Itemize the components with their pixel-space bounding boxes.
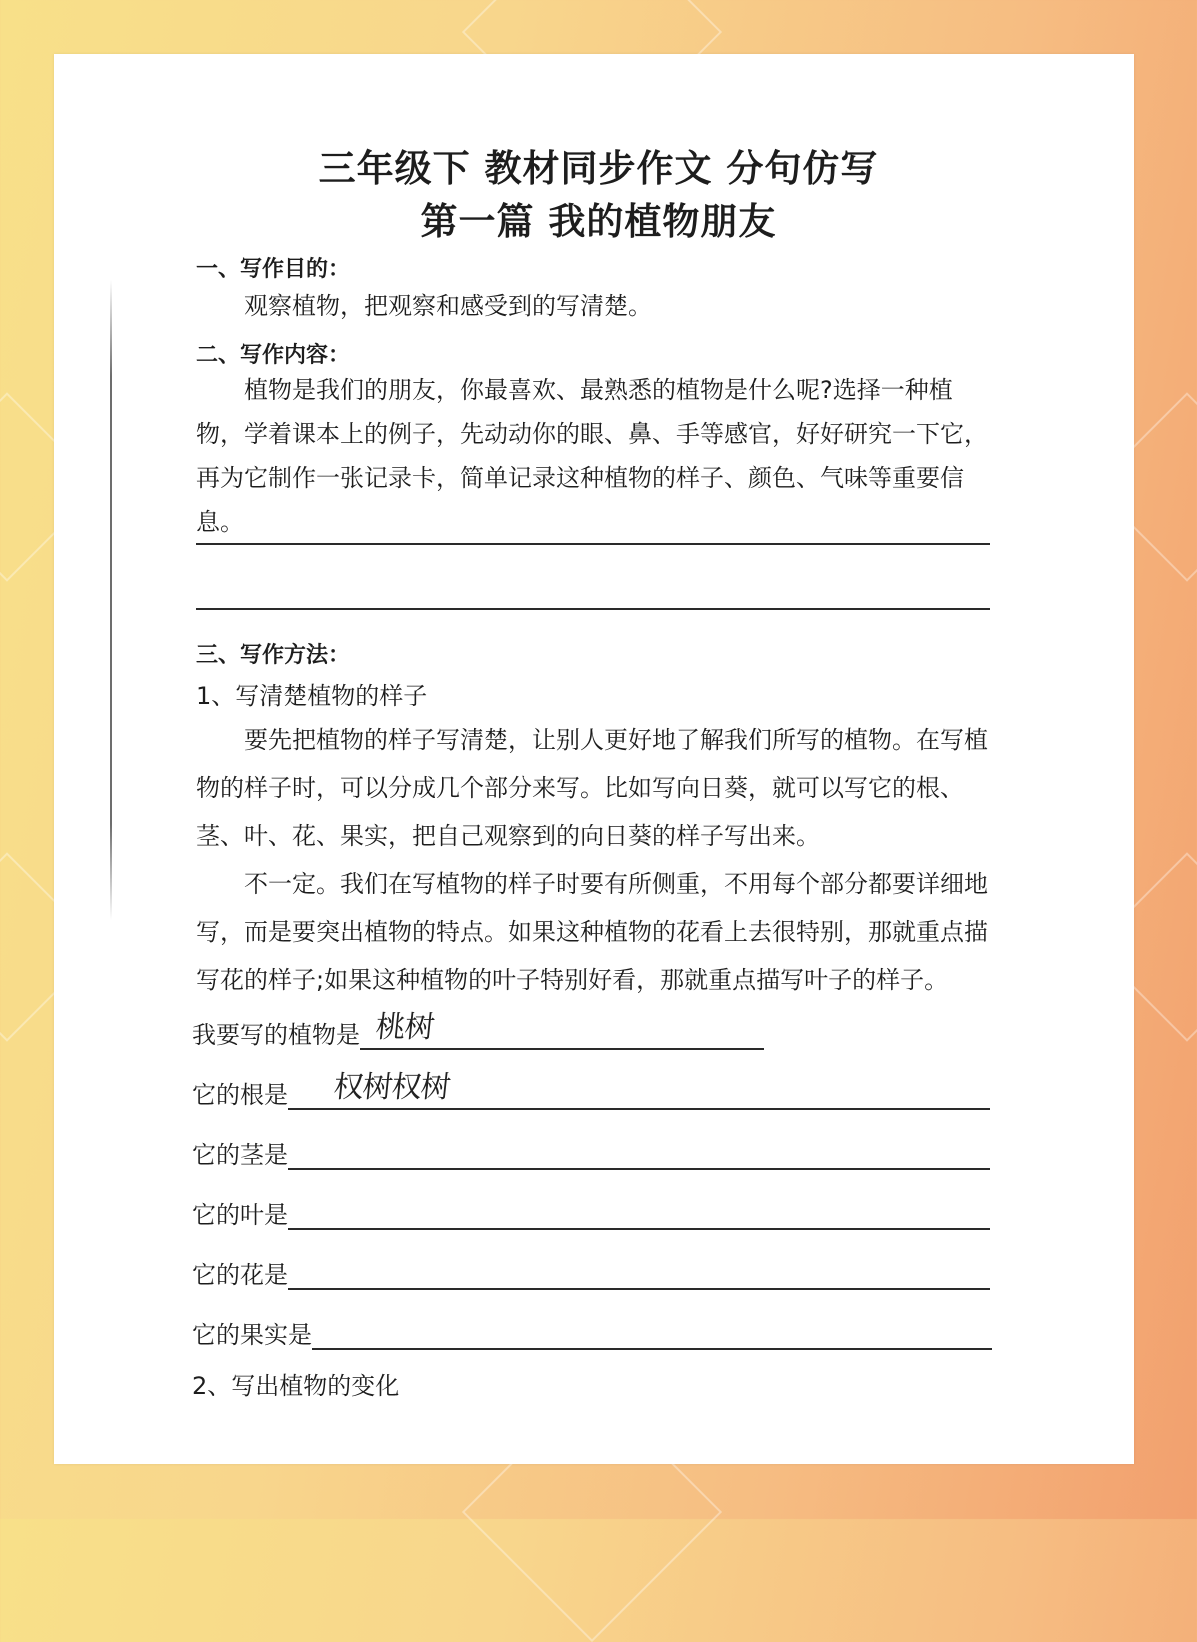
handwritten-answer: 权树权树 bbox=[331, 1070, 452, 1105]
scan-fold-line bbox=[110, 280, 112, 920]
page-title: 三年级下 教材同步作文 分句仿写 bbox=[318, 147, 879, 190]
page-subtitle: 第一篇 我的植物朋友 bbox=[420, 200, 777, 243]
stem-input[interactable] bbox=[288, 1138, 990, 1170]
writing-line bbox=[196, 608, 990, 610]
section2-heading: 二、写作内容： bbox=[196, 343, 351, 368]
section2-text: 植物是我们的朋友，你最喜欢、最熟悉的植物是什么呢?选择一种植物，学着课本上的例子，先动动你的眼、鼻、手等感官，好好研究一下它，再为它制作一张记录卡，简单记录这种植物的样子、颜色、气味等重要信息。 bbox=[196, 376, 988, 536]
field-stem bbox=[192, 1138, 990, 1170]
field-root bbox=[192, 1070, 990, 1110]
field-plant bbox=[192, 1010, 764, 1050]
writing-line bbox=[196, 543, 990, 545]
field-root-label: 它的根是 bbox=[192, 1081, 288, 1109]
field-plant-label: 我要写的植物是 bbox=[192, 1021, 360, 1049]
field-leaf bbox=[192, 1198, 990, 1230]
method2-title: 2、写出植物的变化 bbox=[192, 1372, 400, 1400]
method1-title: 1、写清楚植物的样子 bbox=[196, 682, 428, 710]
fruit-input[interactable] bbox=[312, 1318, 992, 1350]
root-input[interactable] bbox=[288, 1070, 990, 1110]
leaf-input[interactable] bbox=[288, 1198, 990, 1230]
method1-paragraph-2: 不一定。我们在写植物的样子时要有所侧重，不用每个部分都要详细地写，而是要突出植物的特点。如果这种植物的花看上去很特别，那就重点描写花的样子;如果这种植物的叶子特别好看，那就重点描写叶子的样子。 bbox=[196, 870, 988, 994]
field-stem-label: 它的茎是 bbox=[192, 1141, 288, 1169]
section3-heading: 三、写作方法： bbox=[196, 643, 351, 668]
flower-input[interactable] bbox=[288, 1258, 990, 1290]
section1-heading: 一、写作目的： bbox=[196, 257, 351, 282]
field-leaf-label: 它的叶是 bbox=[192, 1201, 288, 1229]
field-fruit-label: 它的果实是 bbox=[192, 1321, 312, 1349]
handwritten-answer: 桃树 bbox=[373, 1010, 436, 1045]
field-flower-label: 它的花是 bbox=[192, 1261, 288, 1289]
method1-paragraph: 要先把植物的样子写清楚，让别人更好地了解我们所写的植物。在写植物的样子时，可以分成几个部分来写。比如写向日葵，就可以写它的根、茎、叶、花、果实，把自己观察到的向日葵的样子写出来。 bbox=[196, 726, 988, 850]
field-flower bbox=[192, 1258, 990, 1290]
section1-text: 观察植物，把观察和感受到的写清楚。 bbox=[244, 292, 652, 320]
plant-input[interactable] bbox=[360, 1010, 764, 1050]
field-fruit bbox=[192, 1318, 992, 1350]
